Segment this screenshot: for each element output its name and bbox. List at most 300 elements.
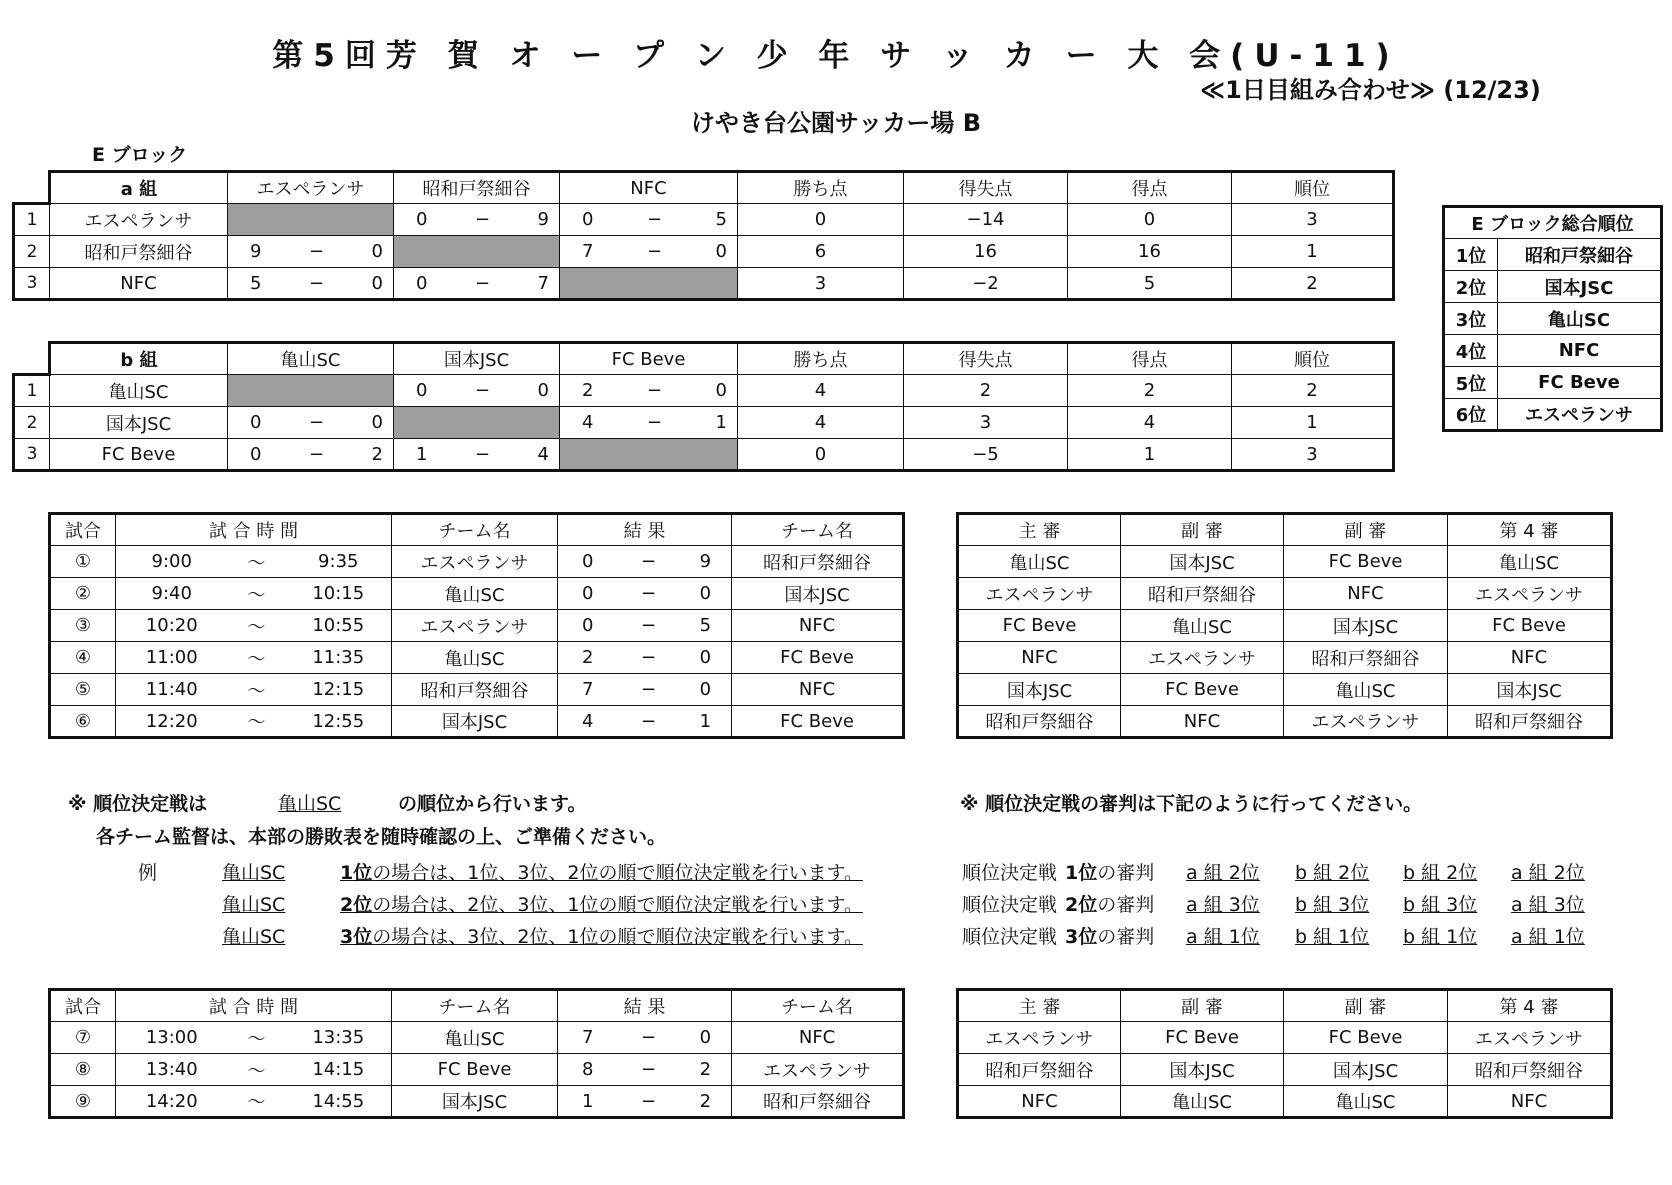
- score-dash: −: [308, 272, 325, 294]
- group-a-table: [12, 170, 1395, 301]
- self-match-cell: [228, 375, 394, 407]
- goal-difference: −2: [904, 268, 1068, 300]
- match-row: [50, 546, 904, 578]
- overall-team: エスペランサ: [1498, 399, 1662, 431]
- fourth-official: エスペランサ: [1448, 578, 1612, 610]
- assistant-referee-1: 亀山SC: [1121, 1086, 1284, 1118]
- end-time: 14:55: [286, 1086, 392, 1118]
- fourth-official: NFC: [1448, 1086, 1612, 1118]
- referee-row: [958, 706, 1612, 738]
- match-header-row: [50, 514, 904, 546]
- overall-title: E ブロック総合順位: [1444, 207, 1662, 239]
- score: [394, 209, 559, 230]
- away-score: 0: [680, 642, 732, 674]
- match-no-header: 試合: [50, 990, 116, 1022]
- away-team: NFC: [732, 1022, 904, 1054]
- overall-row: [1444, 271, 1662, 303]
- away-team: 昭和戸祭細谷: [732, 1086, 904, 1118]
- playoff-referee-suffix: の審判: [1097, 894, 1155, 916]
- overall-team: 昭和戸祭細谷: [1498, 239, 1662, 271]
- column-header: NFC: [560, 172, 738, 204]
- score-dash: −: [308, 412, 325, 433]
- playoff-referee-assignment: a 組 2位: [1186, 862, 1260, 884]
- start-time: 12:20: [116, 706, 228, 738]
- away-score: 0: [680, 578, 732, 610]
- end-time: 13:35: [286, 1022, 392, 1054]
- referee-table-1: [956, 512, 1613, 739]
- playoff-label: 順位決定戦: [962, 926, 1058, 948]
- standings-row: [14, 375, 1394, 407]
- column-header: 得点: [1068, 172, 1232, 204]
- away-score: 2: [680, 1086, 732, 1118]
- standings-row: [14, 268, 1394, 300]
- assistant-referee-2: 国本JSC: [1284, 1054, 1448, 1086]
- match-number: ③: [50, 610, 116, 642]
- note-playoff-team: 亀山SC: [278, 793, 342, 815]
- score-dash: −: [308, 443, 325, 465]
- match-time-header: 試 合 時 間: [116, 990, 392, 1022]
- main-referee: NFC: [958, 1086, 1121, 1118]
- main-referee: FC Beve: [958, 610, 1121, 642]
- standings-row: [14, 236, 1394, 268]
- standings-row: [14, 407, 1394, 439]
- referee-table-1-body: [958, 514, 1612, 738]
- example-place: 3位: [340, 926, 373, 948]
- assistant-referee-2: FC Beve: [1284, 1022, 1448, 1054]
- match-result: [228, 236, 394, 268]
- example-text: [340, 858, 863, 885]
- match-result: [560, 375, 738, 407]
- away-score: 9: [680, 546, 732, 578]
- match-result: [394, 268, 560, 300]
- row-number: 3: [14, 268, 50, 300]
- overall-place: 5位: [1444, 367, 1498, 399]
- overall-place: 3位: [1444, 303, 1498, 335]
- overall-ranking-table: [1442, 205, 1663, 432]
- assistant-referee-2: 国本JSC: [1284, 610, 1448, 642]
- column-header: 亀山SC: [228, 343, 394, 375]
- match-schedule-1-body: [50, 514, 904, 738]
- home-team: 亀山SC: [392, 642, 558, 674]
- fourth-official: 亀山SC: [1448, 546, 1612, 578]
- fourth-official: NFC: [1448, 642, 1612, 674]
- column-header: 国本JSC: [394, 343, 560, 375]
- block-label: E ブロック: [92, 144, 188, 166]
- example-text: [340, 890, 863, 917]
- score-value: 0: [250, 443, 262, 465]
- match-number: ①: [50, 546, 116, 578]
- time-separator: 〜: [228, 674, 286, 706]
- goals-for: 5: [1068, 268, 1232, 300]
- column-header: 得失点: [904, 172, 1068, 204]
- main-referee: エスペランサ: [958, 1022, 1121, 1054]
- page-subtitle: ≪1日目組み合わせ≫ (12/23): [1200, 76, 1541, 104]
- overall-row: [1444, 239, 1662, 271]
- note-referee-instruction: ※ 順位決定戦の審判は下記のように行ってください。: [960, 793, 1423, 815]
- score-dash: −: [618, 1022, 680, 1054]
- score-value: 1: [416, 443, 428, 465]
- column-header: 順位: [1232, 172, 1394, 204]
- referee-table-2: [956, 988, 1613, 1119]
- match-row: [50, 1054, 904, 1086]
- score: [228, 273, 393, 294]
- points: 4: [738, 375, 904, 407]
- fourth-official-header: 第 4 審: [1448, 514, 1612, 546]
- match-row: [50, 642, 904, 674]
- score-value: 1: [715, 412, 727, 433]
- home-team: 国本JSC: [392, 706, 558, 738]
- playoff-place: 1位: [1065, 862, 1098, 884]
- start-time: 9:00: [116, 546, 228, 578]
- overall-place: 6位: [1444, 399, 1498, 431]
- score: [560, 209, 737, 230]
- home-team: エスペランサ: [392, 610, 558, 642]
- start-time: 11:40: [116, 674, 228, 706]
- match-no-header: 試合: [50, 514, 116, 546]
- row-number: 2: [14, 236, 50, 268]
- score: [394, 380, 559, 401]
- result-header: 結 果: [558, 514, 732, 546]
- group-header-row: [14, 172, 1394, 204]
- score-value: 7: [582, 241, 594, 262]
- end-time: 9:35: [286, 546, 392, 578]
- playoff-referee-label: [962, 858, 1154, 885]
- home-team: 亀山SC: [392, 1022, 558, 1054]
- points: 6: [738, 236, 904, 268]
- example-place: 2位: [340, 894, 373, 916]
- match-result: [394, 204, 560, 236]
- main-referee: エスペランサ: [958, 578, 1121, 610]
- assistant-referee-1-header: 副 審: [1121, 990, 1284, 1022]
- score-value: 0: [537, 380, 549, 401]
- playoff-referee-assignment: a 組 3位: [1186, 894, 1260, 916]
- score: [394, 273, 559, 294]
- playoff-referee-suffix: の審判: [1097, 926, 1155, 948]
- self-match-cell: [394, 236, 560, 268]
- playoff-place: 2位: [1065, 894, 1098, 916]
- row-number: 2: [14, 407, 50, 439]
- time-separator: 〜: [228, 642, 286, 674]
- fourth-official: 昭和戸祭細谷: [1448, 706, 1612, 738]
- away-team: エスペランサ: [732, 1054, 904, 1086]
- overall-place: 1位: [1444, 239, 1498, 271]
- overall-body: [1444, 207, 1662, 431]
- assistant-referee-1-header: 副 審: [1121, 514, 1284, 546]
- referee-row: [958, 674, 1612, 706]
- rank: 3: [1232, 204, 1394, 236]
- fourth-official: 昭和戸祭細谷: [1448, 1054, 1612, 1086]
- score: [228, 241, 393, 262]
- goal-difference: −5: [904, 439, 1068, 471]
- assistant-referee-2: FC Beve: [1284, 546, 1448, 578]
- example-team: 亀山SC: [222, 926, 286, 948]
- score: [394, 444, 559, 465]
- playoff-label: 順位決定戦: [962, 894, 1058, 916]
- match-row: [50, 578, 904, 610]
- goal-difference: 3: [904, 407, 1068, 439]
- match-row: [50, 1086, 904, 1118]
- overall-row: [1444, 335, 1662, 367]
- score-value: 4: [537, 443, 549, 465]
- score-dash: −: [618, 674, 680, 706]
- away-score: 5: [680, 610, 732, 642]
- goals-for: 4: [1068, 407, 1232, 439]
- self-match-cell: [228, 204, 394, 236]
- group-header-row: [14, 343, 1394, 375]
- away-team: 国本JSC: [732, 578, 904, 610]
- score-dash: −: [618, 1086, 680, 1118]
- note-playoff-order-suffix: の順位から行います。: [398, 793, 587, 815]
- note-playoff-order-prefix: ※ 順位決定戦は: [68, 793, 208, 815]
- time-separator: 〜: [228, 1022, 286, 1054]
- referee-row: [958, 610, 1612, 642]
- score-dash: −: [474, 443, 491, 465]
- match-result: [394, 375, 560, 407]
- team-name: 亀山SC: [50, 375, 228, 407]
- assistant-referee-2-header: 副 審: [1284, 514, 1448, 546]
- match-schedule-1: [48, 512, 905, 739]
- match-result: [228, 268, 394, 300]
- team-name: FC Beve: [50, 439, 228, 471]
- match-number: ⑥: [50, 706, 116, 738]
- group-b-table: [12, 341, 1395, 472]
- score-value: 0: [715, 380, 727, 401]
- time-separator: 〜: [228, 706, 286, 738]
- match-row: [50, 674, 904, 706]
- start-time: 13:40: [116, 1054, 228, 1086]
- referee-header-row: [958, 514, 1612, 546]
- playoff-referee-assignment: b 組 3位: [1403, 894, 1478, 916]
- points: 0: [738, 204, 904, 236]
- example-description: の場合は、3位、2位、1位の順で順位決定戦を行います。: [372, 926, 863, 948]
- score-value: 0: [371, 241, 383, 262]
- header-spacer: [14, 172, 50, 204]
- assistant-referee-1: 亀山SC: [1121, 610, 1284, 642]
- example-place: 1位: [340, 862, 373, 884]
- assistant-referee-2: NFC: [1284, 578, 1448, 610]
- match-number: ⑨: [50, 1086, 116, 1118]
- playoff-referee-assignment: a 組 3位: [1511, 894, 1585, 916]
- score-dash: −: [474, 380, 491, 401]
- column-header: 得失点: [904, 343, 1068, 375]
- assistant-referee-1: NFC: [1121, 706, 1284, 738]
- home-score: 2: [558, 642, 618, 674]
- assistant-referee-2: 亀山SC: [1284, 674, 1448, 706]
- goal-difference: −14: [904, 204, 1068, 236]
- overall-row: [1444, 367, 1662, 399]
- playoff-referee-assignment: b 組 1位: [1403, 926, 1478, 948]
- match-result: [560, 204, 738, 236]
- main-referee-header: 主 審: [958, 514, 1121, 546]
- score: [228, 444, 393, 465]
- end-time: 12:15: [286, 674, 392, 706]
- self-match-cell: [560, 439, 738, 471]
- away-team: 昭和戸祭細谷: [732, 546, 904, 578]
- score-value: 7: [537, 272, 549, 294]
- assistant-referee-1: 国本JSC: [1121, 1054, 1284, 1086]
- playoff-referee-assignment: a 組 1位: [1511, 926, 1585, 948]
- score-value: 9: [537, 209, 549, 230]
- match-schedule-2: [48, 988, 905, 1119]
- score-dash: −: [308, 241, 325, 262]
- assistant-referee-1: 国本JSC: [1121, 546, 1284, 578]
- score-value: 4: [582, 412, 594, 433]
- column-header: FC Beve: [560, 343, 738, 375]
- score-value: 5: [250, 272, 262, 294]
- score-dash: −: [646, 412, 663, 433]
- score-dash: −: [646, 380, 663, 401]
- main-referee: 昭和戸祭細谷: [958, 1054, 1121, 1086]
- score-value: 0: [582, 209, 594, 230]
- score: [560, 412, 737, 433]
- group-name: b 組: [50, 343, 228, 375]
- group-a-body: [14, 172, 1394, 300]
- home-team-header: チーム名: [392, 514, 558, 546]
- example-label: 例: [138, 862, 158, 884]
- playoff-referee-assignment: b 組 2位: [1403, 862, 1478, 884]
- points: 4: [738, 407, 904, 439]
- page-title: 第5回芳 賀 オ ー プ ン 少 年 サ ッ カ ー 大 会(U-11): [272, 38, 1400, 74]
- score-value: 2: [582, 380, 594, 401]
- column-header: 順位: [1232, 343, 1394, 375]
- home-team: 国本JSC: [392, 1086, 558, 1118]
- referee-row: [958, 1054, 1612, 1086]
- overall-place: 2位: [1444, 271, 1498, 303]
- away-team: NFC: [732, 610, 904, 642]
- home-team: FC Beve: [392, 1054, 558, 1086]
- rank: 3: [1232, 439, 1394, 471]
- standings-row: [14, 439, 1394, 471]
- example-description: の場合は、1位、3位、2位の順で順位決定戦を行います。: [372, 862, 863, 884]
- rank: 2: [1232, 375, 1394, 407]
- score-value: 5: [715, 209, 727, 230]
- score-value: 0: [416, 272, 428, 294]
- example-text: [340, 922, 863, 949]
- match-result: [228, 439, 394, 471]
- playoff-referee-assignment: b 組 2位: [1295, 862, 1370, 884]
- playoff-referee-assignment: a 組 2位: [1511, 862, 1585, 884]
- playoff-referee-assignment: b 組 3位: [1295, 894, 1370, 916]
- away-score: 0: [680, 1022, 732, 1054]
- main-referee-header: 主 審: [958, 990, 1121, 1022]
- home-score: 8: [558, 1054, 618, 1086]
- referee-row: [958, 546, 1612, 578]
- start-time: 13:00: [116, 1022, 228, 1054]
- rank: 1: [1232, 236, 1394, 268]
- score-dash: −: [474, 272, 491, 294]
- referee-table-2-body: [958, 990, 1612, 1118]
- home-team: 亀山SC: [392, 578, 558, 610]
- time-separator: 〜: [228, 1086, 286, 1118]
- column-header: エスペランサ: [228, 172, 394, 204]
- score-value: 0: [371, 272, 383, 294]
- match-result: [228, 407, 394, 439]
- team-name: NFC: [50, 268, 228, 300]
- assistant-referee-2-header: 副 審: [1284, 990, 1448, 1022]
- note-manager-instruction: 各チーム監督は、本部の勝敗表を随時確認の上、ご準備ください。: [96, 826, 667, 848]
- assistant-referee-1: エスペランサ: [1121, 642, 1284, 674]
- overall-place: 4位: [1444, 335, 1498, 367]
- score-dash: −: [618, 1054, 680, 1086]
- goal-difference: 2: [904, 375, 1068, 407]
- home-team-header: チーム名: [392, 990, 558, 1022]
- away-team-header: チーム名: [732, 990, 904, 1022]
- score-value: 9: [250, 241, 262, 262]
- points: 3: [738, 268, 904, 300]
- playoff-referee-assignment: a 組 1位: [1186, 926, 1260, 948]
- score: [560, 380, 737, 401]
- score-value: 0: [416, 380, 428, 401]
- away-score: 0: [680, 674, 732, 706]
- home-score: 1: [558, 1086, 618, 1118]
- score: [560, 241, 737, 262]
- match-row: [50, 706, 904, 738]
- away-score: 2: [680, 1054, 732, 1086]
- result-header: 結 果: [558, 990, 732, 1022]
- column-header: 得点: [1068, 343, 1232, 375]
- overall-row: [1444, 399, 1662, 431]
- time-separator: 〜: [228, 546, 286, 578]
- match-row: [50, 610, 904, 642]
- row-number: 1: [14, 375, 50, 407]
- goals-for: 2: [1068, 375, 1232, 407]
- example-team: 亀山SC: [222, 894, 286, 916]
- points: 0: [738, 439, 904, 471]
- main-referee: 亀山SC: [958, 546, 1121, 578]
- fourth-official: FC Beve: [1448, 610, 1612, 642]
- away-team: FC Beve: [732, 642, 904, 674]
- home-score: 7: [558, 1022, 618, 1054]
- match-schedule-2-body: [50, 990, 904, 1118]
- team-name: 国本JSC: [50, 407, 228, 439]
- playoff-referee-label: [962, 890, 1154, 917]
- home-score: 4: [558, 706, 618, 738]
- score-dash: −: [646, 209, 663, 230]
- group-name: a 組: [50, 172, 228, 204]
- rank: 1: [1232, 407, 1394, 439]
- goals-for: 1: [1068, 439, 1232, 471]
- home-score: 0: [558, 578, 618, 610]
- assistant-referee-2: 亀山SC: [1284, 1086, 1448, 1118]
- self-match-cell: [560, 268, 738, 300]
- end-time: 11:35: [286, 642, 392, 674]
- match-header-row: [50, 990, 904, 1022]
- time-separator: 〜: [228, 1054, 286, 1086]
- assistant-referee-1: FC Beve: [1121, 674, 1284, 706]
- goals-for: 0: [1068, 204, 1232, 236]
- assistant-referee-1: FC Beve: [1121, 1022, 1284, 1054]
- away-score: 1: [680, 706, 732, 738]
- fourth-official: 国本JSC: [1448, 674, 1612, 706]
- referee-row: [958, 1086, 1612, 1118]
- away-team: FC Beve: [732, 706, 904, 738]
- goals-for: 16: [1068, 236, 1232, 268]
- home-team: エスペランサ: [392, 546, 558, 578]
- match-number: ⑤: [50, 674, 116, 706]
- match-number: ⑧: [50, 1054, 116, 1086]
- match-row: [50, 1022, 904, 1054]
- playoff-referee-assignment: b 組 1位: [1295, 926, 1370, 948]
- team-name: 昭和戸祭細谷: [50, 236, 228, 268]
- referee-header-row: [958, 990, 1612, 1022]
- referee-row: [958, 642, 1612, 674]
- overall-title-row: [1444, 207, 1662, 239]
- end-time: 10:15: [286, 578, 392, 610]
- row-number: 1: [14, 204, 50, 236]
- overall-team: NFC: [1498, 335, 1662, 367]
- start-time: 11:00: [116, 642, 228, 674]
- start-time: 10:20: [116, 610, 228, 642]
